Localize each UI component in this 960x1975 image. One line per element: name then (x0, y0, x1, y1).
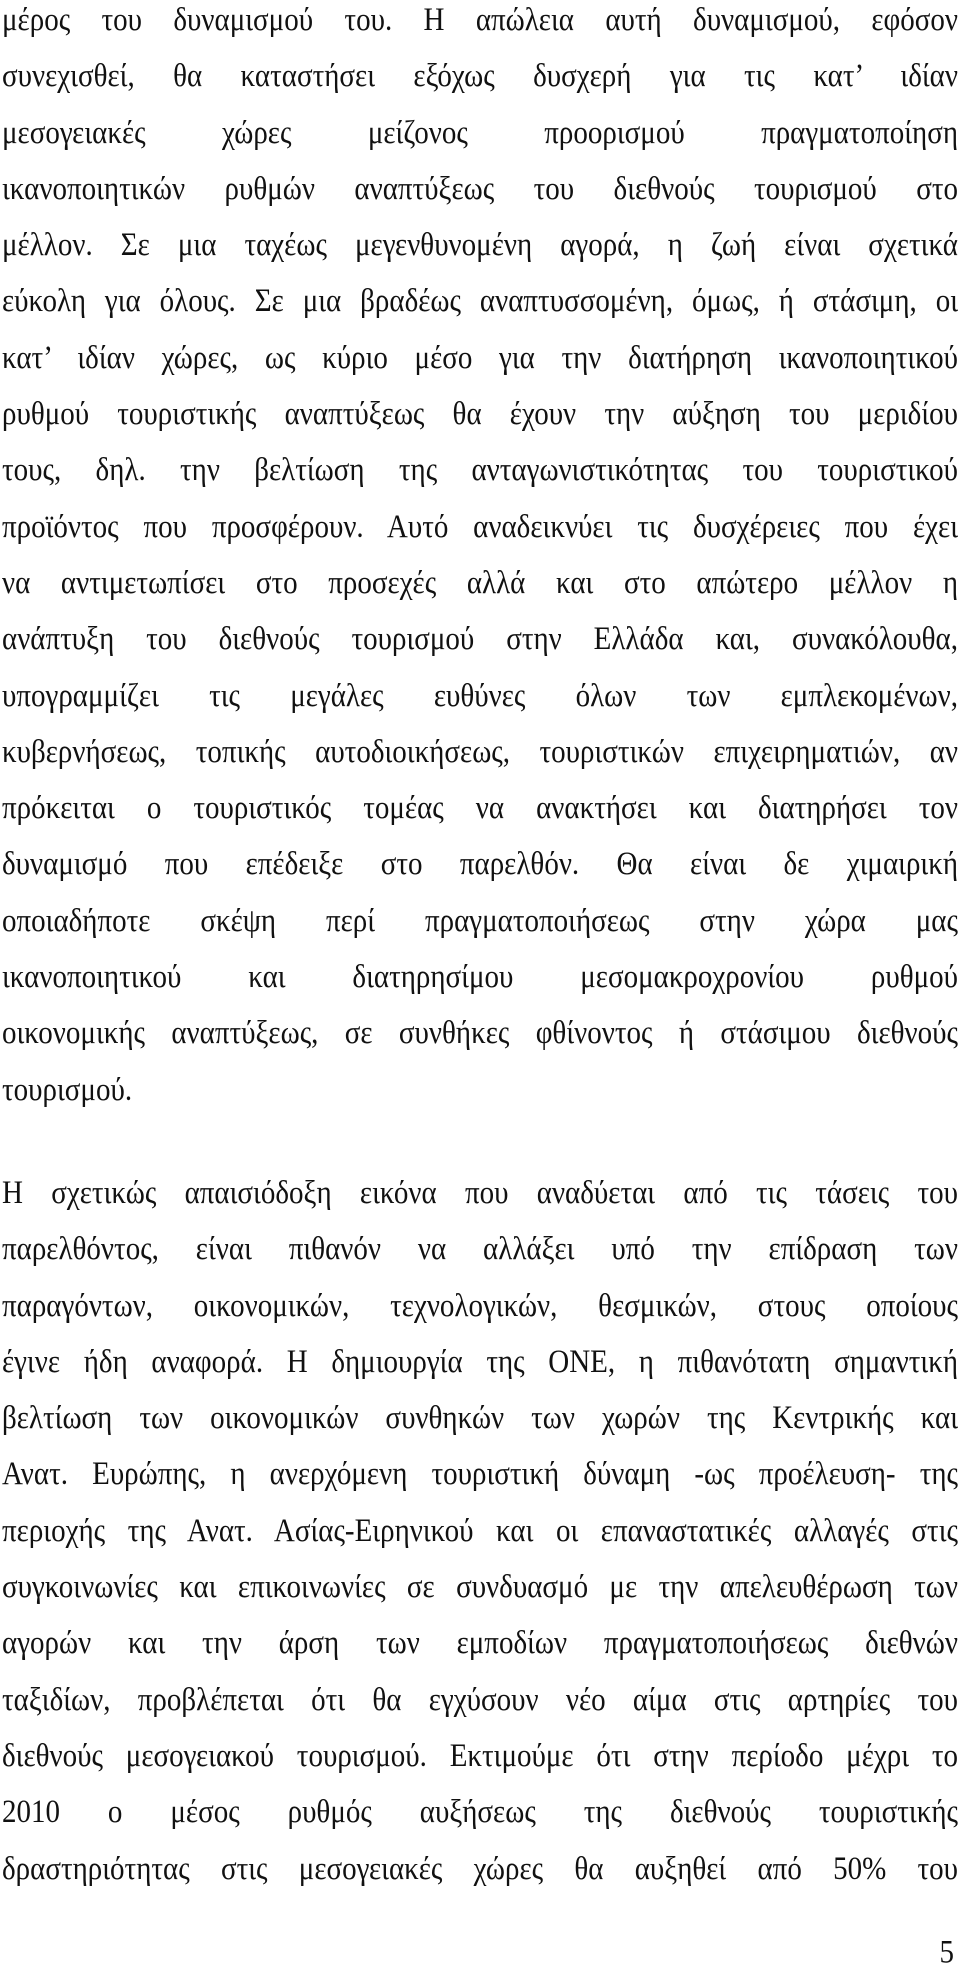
text-line: υπογραμμίζει τις μεγάλες ευθύνες όλων των εμπλεκομένων, (2, 677, 958, 714)
text-line: έγινε ήδη αναφορά. Η δημιουργία της ΟΝΕ, η πιθανότατη σημαντική (2, 1343, 958, 1381)
text-line: αγορών και την άρση των εμποδίων πραγματοποιήσεως διεθνών (2, 1625, 958, 1662)
text-line: ικανοποιητικών ρυθμών αναπτύξεως του διεθνούς τουρισμού στο (2, 170, 958, 208)
text-line: τουρισμού. (2, 1071, 133, 1108)
text-line: 2010 ο μέσος ρυθμός αυξήσεως της διεθνούς τουριστικής (2, 1794, 958, 1831)
text-line: ταξιδίων, προβλέπεται ότι θα εγχύσουν νέο αίμα στις αρτηρίες του (2, 1681, 958, 1718)
text-line: μέλλον. Σε μια ταχέως μεγενθυνομένη αγορά, η ζωή είναι σχετικά (2, 226, 958, 264)
text-line: μεσογειακές χώρες μείζονος προορισμού πραγματοποίηση (2, 114, 958, 151)
text-line: προϊόντος που προσφέρουν. Αυτό αναδεικνύει τις δυσχέρειες που έχει (2, 508, 958, 545)
text-line: πρόκειται ο τουριστικός τομέας να ανακτήσει και διατηρήσει τον (2, 789, 958, 827)
text-line: κυβερνήσεως, τοπικής αυτοδιοικήσεως, τουριστικών επιχειρηματιών, αν (2, 733, 958, 771)
text-line: περιοχής της Ανατ. Ασίας-Ειρηνικού και οι επαναστατικές αλλαγές στις (2, 1512, 958, 1550)
text-line: παραγόντων, οικονομικών, τεχνολογικών, θεσμικών, στους οποίους (2, 1287, 958, 1324)
page-number: 5 (939, 1933, 954, 1971)
text-line: κατ’ ιδίαν χώρες, ως κύριο μέσο για την διατήρηση ικανοποιητικού (2, 339, 958, 377)
text-line: τους, δηλ. την βελτίωση της ανταγωνιστικότητας του τουριστικού (2, 452, 958, 489)
text-line: συνεχισθεί, θα καταστήσει εξόχως δυσχερή για τις κατ’ ιδίαν (2, 58, 958, 95)
text-line: Η σχετικώς απαισιόδοξη εικόνα που αναδύεται από τις τάσεις του (2, 1174, 958, 1212)
text-line: οικονομικής αναπτύξεως, σε συνθήκες φθίνοντος ή στάσιμου διεθνούς (2, 1015, 958, 1052)
text-line: Ανατ. Ευρώπης, η ανερχόμενη τουριστική δύναμη -ως προέλευση- της (2, 1456, 958, 1493)
text-line: να αντιμετωπίσει στο προσεχές αλλά και στο απώτερο μέλλον η (2, 564, 958, 602)
text-line: μέρος του δυναμισμού του. Η απώλεια αυτή δυναμισμού, εφόσον (2, 1, 958, 39)
text-line: δραστηριότητας στις μεσογειακές χώρες θα αυξηθεί από 50% του (2, 1850, 958, 1887)
text-line: εύκολη για όλους. Σε μια βραδέως αναπτυσσομένη, όμως, ή στάσιμη, οι (2, 283, 958, 320)
paragraph (2, 0, 958, 1118)
text-line: βελτίωση των οικονομικών συνθηκών των χωρών της Κεντρικής και (2, 1399, 958, 1437)
text-line: δυναμισμό που επέδειξε στο παρελθόν. Θα είναι δε χιμαιρική (2, 846, 958, 883)
text-line: συγκοινωνίες και επικοινωνίες σε συνδυασμό με την απελευθέρωση των (2, 1568, 958, 1606)
text-line: ανάπτυξη του διεθνούς τουρισμού στην Ελλάδα και, συνακόλουθα, (2, 621, 958, 658)
text-line: παρελθόντος, είναι πιθανόν να αλλάξει υπό την επίδραση των (2, 1231, 958, 1268)
text-line: ρυθμού τουριστικής αναπτύξεως θα έχουν την αύξηση του μεριδίου (2, 395, 958, 433)
text-line: διεθνούς μεσογειακού τουρισμού. Εκτιμούμε ότι στην περίοδο μέχρι το (2, 1737, 958, 1775)
text-line: οποιαδήποτε σκέψη περί πραγματοποιήσεως στην χώρα μας (2, 902, 958, 939)
paragraph (2, 1165, 958, 1897)
text-line: ικανοποιητικού και διατηρησίμου μεσομακροχρονίου ρυθμού (2, 958, 958, 996)
